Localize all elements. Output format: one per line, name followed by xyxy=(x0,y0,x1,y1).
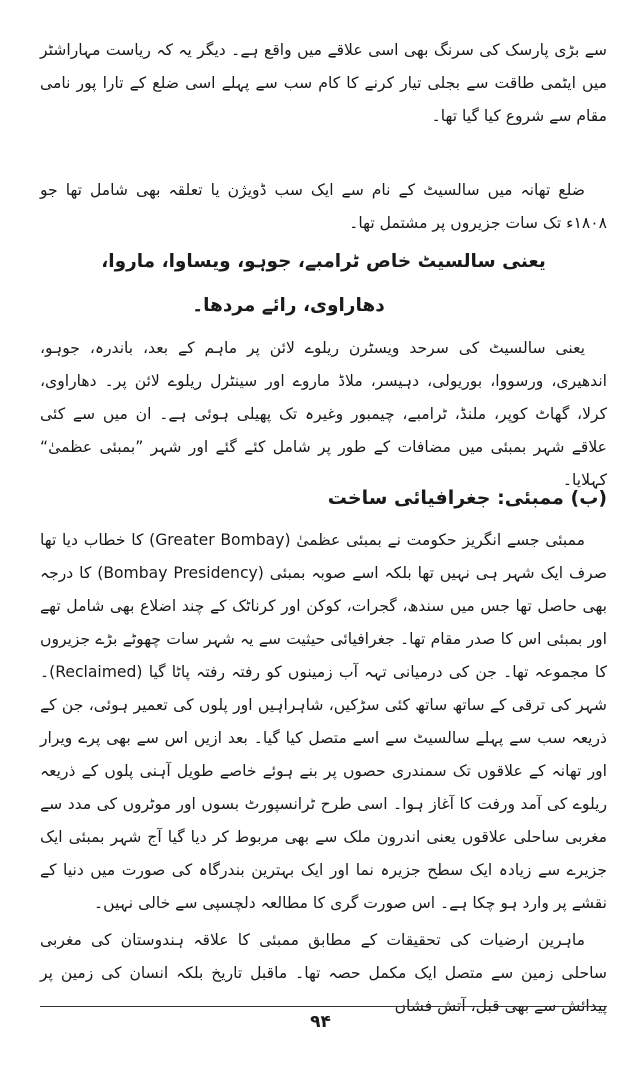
paragraph-geologists: ماہرین ارضیات کی تحقیقات کے مطابق ممبئی کا علاقہ ہندوستان کی مغربی ساحلی زمین سے متصل ایک مکمل حصہ تھا۔ ماقبل تاریخ بلکہ انسان کی زمین پر پیدائش سے بھی قبل، آتش فشاں xyxy=(40,931,607,1015)
paragraph-geography xyxy=(40,524,607,920)
geography-text-c: کا درجہ بھی حاصل تھا جس میں سندھ، گجرات، کوکن اور کرناٹک کے چند اضلاع بھی شامل تھے اور بمبئی اس کا صدر مقام تھا۔ جغرافیائی حیثیت سے یہ شہر سات چھوٹے بڑے جزیروں کا مجموعہ تھا۔ جن کی درمیانی تہہ آب زمینوں کو رفتہ رفتہ پاٹا گیا xyxy=(40,564,607,681)
term-bombay-presidency: (Bombay Presidency) xyxy=(97,564,264,582)
geography-text-a: ممبئی جسے انگریز حکومت نے بمبئی عظمیٰ xyxy=(296,531,585,549)
paragraph-salsette: ضلع تھانہ میں سالسیٹ کے نام سے ایک سب ڈویژن یا تعلقہ بھی شامل تھا جو ۱۸۰۸ء تک سات جزیروں پر مشتمل تھا۔ xyxy=(40,181,607,232)
islands-list-line-2: دھاراوی، رائے مردھا۔ xyxy=(192,295,385,316)
geography-text-b: کا خطاب دیا تھا صرف ایک شہر ہی نہیں تھا بلکہ اسے صوبہ بمبئی xyxy=(40,531,608,582)
term-reclaimed: (Reclaimed) xyxy=(49,663,143,681)
term-greater-bombay: (Greater Bombay) xyxy=(149,531,291,549)
page-number: ۹۴ xyxy=(310,1012,331,1032)
footer-rule xyxy=(40,1006,607,1007)
paragraph-salsette-borders: یعنی سالسیٹ کی سرحد ویسٹرن ریلوے لائن پر ماہم کے بعد، باندرہ، جوہو، اندھیری، ورسووا، بوریولی، دہیسر، ملاڈ ماروے اور سینٹرل ریلوے لائن پر۔ دھاراوی، کرلا، گھاٹ کوپر، ملنڈ، ٹرامبے، چیمبور وغیرہ تک پھیلی ہوئی ہے۔ ان میں سے کئی علاقے شہر بمبئی میں مضافات کے طور پر شامل کئے گئے اور شہر ”بمبئی عظمیٰ“ کہلایا۔ xyxy=(40,339,607,489)
section-heading: (ب) ممبئی: جغرافیائی ساخت xyxy=(327,487,607,509)
islands-list-line-1: یعنی سالسیٹ خاص ٹرامبے، جوہو، ویساوا، ماروا، xyxy=(101,251,546,272)
paragraph-tarapur: سے بڑی پارسک کی سرنگ بھی اسی علاقے میں واقع ہے۔ دیگر یہ کہ ریاست مہاراشٹر میں ایٹمی طاقت سے بجلی تیار کرنے کا کام سب سے پہلے اسی ضلع کے تارا پور نامی مقام سے شروع کیا گیا تھا۔ xyxy=(40,41,607,125)
geography-text-d: ۔ شہر کی ترقی کے ساتھ ساتھ کئی سڑکیں، شاہراہیں اور پلوں کی تعمیر ہوئی، جن کے ذریعہ سب سے پہلے سالسیٹ سے اسے متصل کیا گیا۔ بعد ازیں اس سے بھی پرے ویرار اور تھانہ کے علاقوں تک سمندری حصوں پر بنے ہوئے خاصے طویل آہنی پلوں کے ذریعہ ریلوے کی آمد ورفت کا آغاز ہوا۔ اسی طرح ٹرانسپورٹ بسوں اور موٹروں کی مدد سے مغربی ساحلی علاقوں یعنی اندرون ملک سے بھی مربوط کر دیا گیا آج شہر بمبئی ایک جزیرے سے زیادہ ایک سطح جزیرہ نما اور ایک بہترین بندرگاہ کی صورت میں دنیا کے نقشے پر وارد ہو چکا ہے۔ اس صورت گری کا مطالعہ دلچسپی سے خالی نہیں۔ xyxy=(40,663,607,912)
